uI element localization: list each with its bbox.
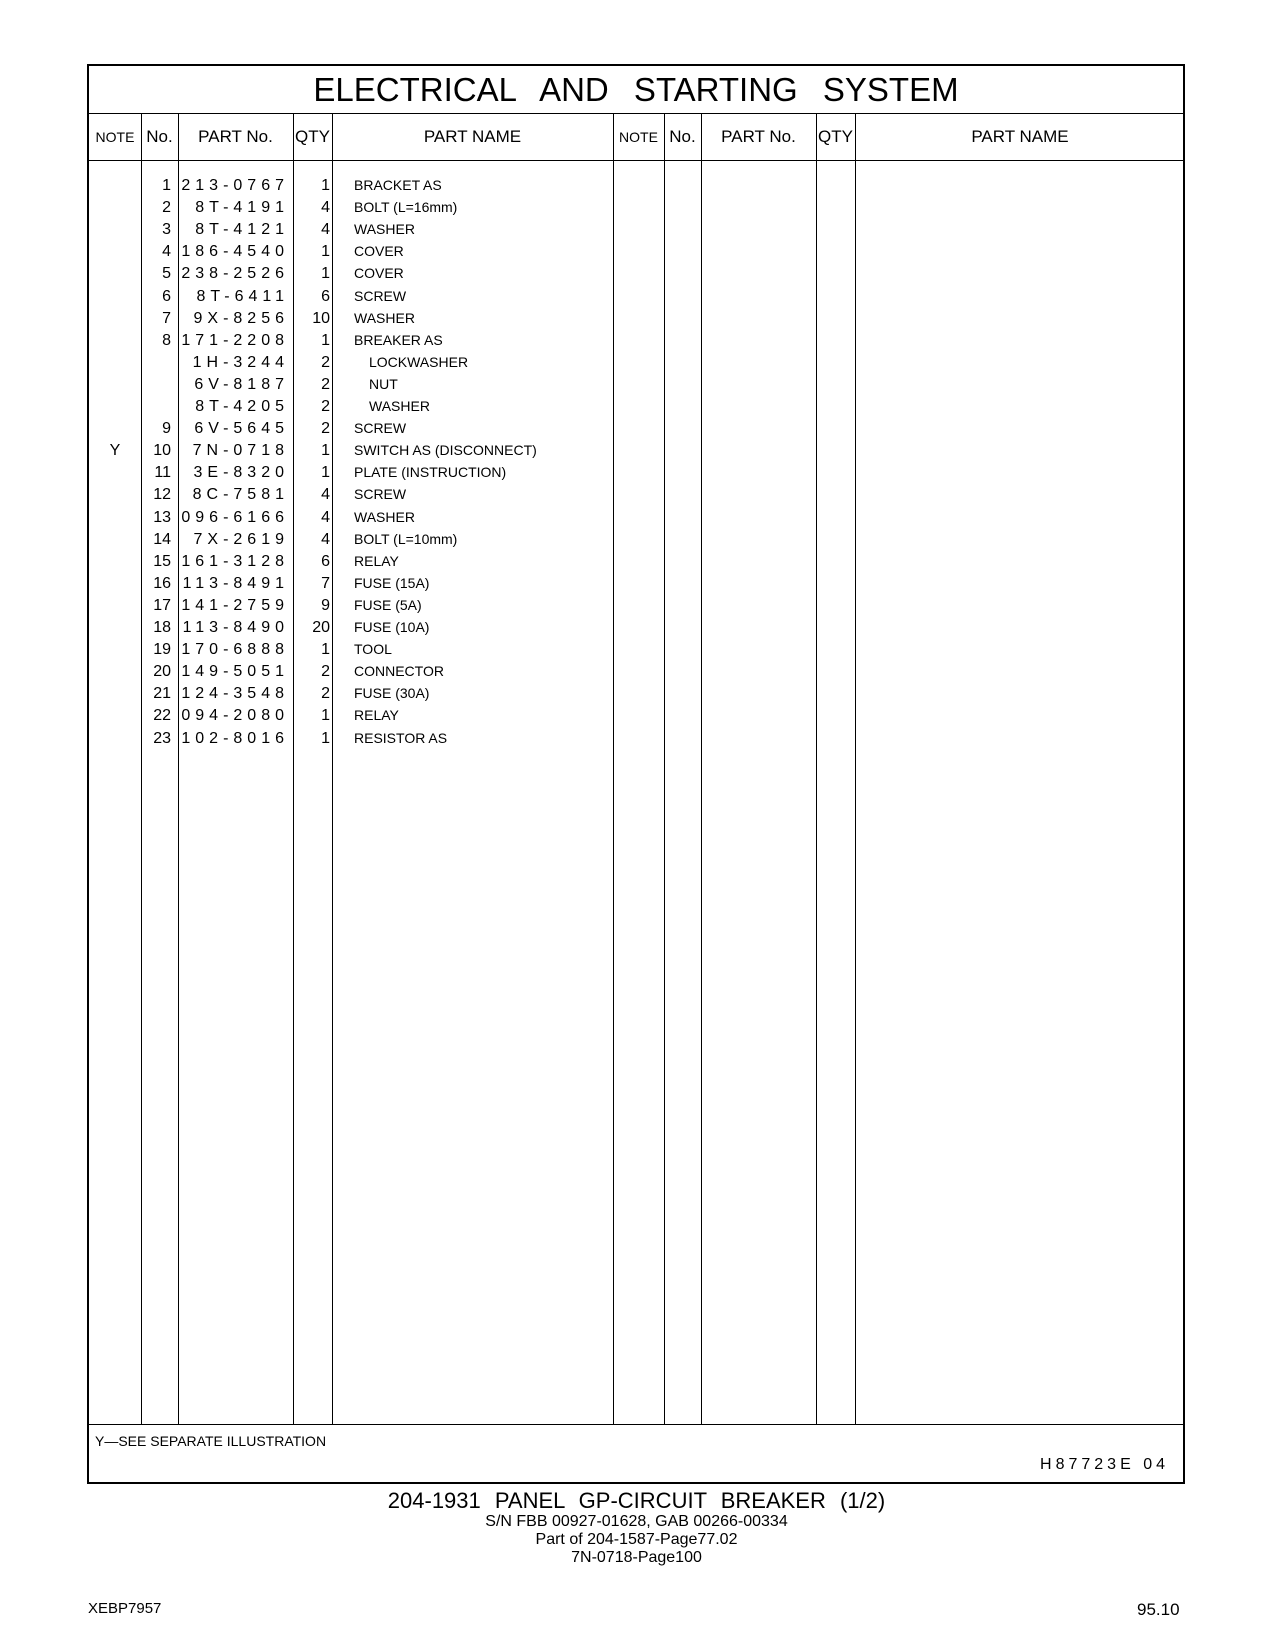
table-row [89, 374, 1183, 397]
document-id: XEBP7957 [88, 1600, 162, 1617]
row-item-number: 19 [153, 641, 171, 659]
row-part-number: 170-6888 [181, 641, 289, 659]
page-caption [0, 1489, 1273, 1567]
table-row [89, 241, 1183, 264]
row-quantity: 4 [321, 221, 330, 239]
row-part-number: 7X-2619 [193, 530, 289, 548]
row-quantity: 10 [312, 309, 330, 327]
row-note: Y [109, 442, 121, 460]
row-part-number: 8C-7581 [192, 486, 289, 504]
row-item-number: 12 [153, 486, 171, 504]
row-quantity: 6 [321, 552, 330, 570]
row-part-name: SCREW [354, 486, 407, 503]
row-part-name: CONNECTOR [354, 663, 444, 680]
row-item-number: 13 [153, 508, 171, 526]
table-row [89, 330, 1183, 353]
header-part-name-left: PART NAME [423, 127, 522, 146]
row-quantity: 2 [321, 420, 330, 438]
row-part-number: 8T-6411 [196, 287, 289, 305]
table-row [89, 617, 1183, 640]
row-part-number: 186-4540 [181, 243, 289, 261]
row-part-name: RESISTOR AS [354, 729, 448, 746]
column-header-row [89, 114, 1183, 161]
header-no-right: No. [669, 127, 696, 146]
row-part-number: 161-3128 [181, 552, 289, 570]
row-item-number: 20 [153, 663, 171, 681]
row-part-number: 9X-8256 [193, 309, 289, 327]
row-part-name: FUSE (15A) [354, 574, 430, 591]
row-part-number: 6V-8187 [194, 375, 289, 393]
row-part-name: BOLT (L=10mm) [354, 530, 458, 547]
row-quantity: 1 [321, 265, 330, 283]
row-part-name: FUSE (10A) [354, 619, 430, 635]
row-part-name: WASHER [354, 221, 415, 238]
table-row [89, 683, 1183, 706]
row-part-number: 102-8016 [181, 729, 289, 747]
row-part-name: TOOL [354, 641, 392, 658]
footnote: Y—SEE SEPARATE ILLUSTRATION [95, 1433, 327, 1449]
row-quantity: 1 [321, 331, 330, 349]
table-row [89, 551, 1183, 574]
row-part-number: 6V-5645 [194, 420, 289, 438]
row-quantity: 2 [321, 398, 330, 415]
row-quantity: 1 [321, 243, 330, 261]
row-item-number: 23 [153, 729, 171, 747]
table-row [89, 484, 1183, 507]
drawing-code: H87723E 04 [1040, 1456, 1169, 1473]
table-row [89, 418, 1183, 441]
row-quantity: 4 [321, 199, 330, 217]
row-item-number: 18 [153, 619, 171, 636]
row-item-number: 16 [153, 574, 171, 592]
table-row [89, 352, 1183, 375]
table-row [89, 219, 1183, 242]
header-no-left: No. [146, 127, 173, 146]
caption-serial: S/N FBB 00927-01628, GAB 00266-00334 [485, 1513, 788, 1530]
table-row [89, 308, 1183, 331]
row-item-number: 4 [162, 243, 171, 261]
row-part-number: 8T-4191 [195, 199, 289, 217]
parts-list-sheet [87, 64, 1185, 1484]
row-quantity: 2 [321, 353, 330, 371]
header-part-no-left: PART No. [198, 127, 273, 146]
table-row [89, 396, 1183, 419]
table-bottom-rule [89, 1424, 1183, 1425]
table-row [89, 197, 1183, 220]
row-part-number: 141-2759 [181, 596, 289, 614]
row-item-number: 6 [162, 287, 171, 305]
table-row [89, 573, 1183, 596]
table-row [89, 440, 1183, 463]
row-part-number: 1H-3244 [192, 353, 289, 371]
row-quantity: 4 [321, 530, 330, 548]
row-quantity: 2 [321, 375, 330, 393]
row-part-name: WASHER [354, 309, 415, 326]
row-item-number: 7 [162, 309, 171, 327]
row-part-number: 3E-8320 [193, 464, 289, 482]
row-quantity: 2 [321, 685, 330, 703]
header-note-right: NOTE [619, 129, 658, 145]
table-row [89, 263, 1183, 286]
row-quantity: 6 [321, 287, 330, 305]
row-part-number: 096-6166 [181, 508, 289, 526]
row-part-name: RELAY [354, 707, 399, 724]
row-item-number: 9 [162, 420, 171, 438]
row-part-number: 238-2526 [181, 265, 289, 283]
table-row [89, 507, 1183, 530]
row-part-number: 149-5051 [181, 663, 289, 681]
row-quantity: 1 [321, 641, 330, 659]
row-item-number: 11 [154, 464, 171, 482]
row-item-number: 1 [162, 177, 171, 194]
row-quantity: 1 [321, 177, 330, 194]
row-part-number: 124-3548 [181, 685, 289, 703]
table-row [89, 639, 1183, 662]
row-part-name: FUSE (5A) [354, 596, 422, 613]
table-row [89, 661, 1183, 684]
row-quantity: 1 [321, 707, 330, 725]
table-row [89, 175, 1183, 198]
row-quantity: 1 [321, 464, 330, 482]
table-row [89, 462, 1183, 485]
row-part-name: LOCKWASHER [369, 353, 469, 370]
row-part-name: PLATE (INSTRUCTION) [354, 464, 507, 481]
table-row [89, 529, 1183, 552]
header-part-name-right: PART NAME [971, 127, 1069, 146]
row-part-number: 171-2208 [181, 331, 289, 349]
row-part-name: FUSE (30A) [354, 685, 430, 702]
row-item-number: 21 [153, 685, 171, 703]
row-quantity: 1 [321, 729, 330, 747]
header-qty-left: QTY [295, 127, 330, 146]
row-part-name: SCREW [354, 287, 407, 304]
row-quantity: 20 [312, 619, 330, 636]
row-item-number: 3 [162, 221, 171, 239]
row-part-number: 7N-0718 [192, 442, 289, 460]
row-item-number: 2 [162, 199, 171, 217]
row-part-name: SWITCH AS (DISCONNECT) [354, 442, 537, 459]
row-quantity: 2 [321, 663, 330, 681]
row-quantity: 7 [321, 574, 330, 592]
row-quantity: 4 [321, 508, 330, 526]
row-item-number: 10 [153, 442, 171, 460]
section-title: ELECTRICAL AND STARTING SYSTEM [89, 66, 1183, 114]
row-part-name: SCREW [354, 420, 407, 437]
row-part-name: BRACKET AS [354, 177, 442, 193]
row-part-number: 113-8490 [182, 619, 289, 636]
row-item-number: 14 [153, 530, 171, 548]
row-part-number: 094-2080 [181, 707, 289, 725]
header-note-left: NOTE [95, 129, 135, 145]
document-date: 95.10 [1137, 1600, 1180, 1619]
caption-title: 204-1931 PANEL GP-CIRCUIT BREAKER (1/2) [387, 1488, 886, 1513]
row-part-number: 8T-4121 [195, 221, 289, 239]
row-part-name: COVER [354, 265, 404, 282]
header-qty-right: QTY [818, 127, 853, 146]
row-part-name: WASHER [354, 508, 415, 525]
table-row [89, 595, 1183, 618]
row-quantity: 9 [321, 596, 330, 614]
row-part-name: BOLT (L=16mm) [354, 199, 458, 216]
row-part-name: COVER [354, 243, 404, 260]
row-item-number: 17 [153, 596, 171, 614]
table-row [89, 705, 1183, 728]
row-quantity: 1 [321, 442, 330, 460]
row-part-number: 213-0767 [181, 177, 289, 194]
table-row [89, 728, 1183, 751]
row-part-name: WASHER [369, 398, 430, 414]
row-part-name: BREAKER AS [354, 331, 443, 348]
row-item-number: 22 [153, 707, 171, 725]
row-quantity: 4 [321, 486, 330, 504]
row-item-number: 5 [162, 265, 171, 283]
table-row [89, 286, 1183, 309]
row-part-name: RELAY [354, 552, 399, 569]
row-part-number: 8T-4205 [195, 398, 289, 415]
row-item-number: 15 [153, 552, 171, 570]
row-part-number: 113-8491 [182, 574, 289, 592]
row-part-name: NUT [369, 375, 398, 392]
caption-reference: 7N-0718-Page100 [571, 1549, 702, 1566]
caption-part-of: Part of 204-1587-Page77.02 [535, 1531, 738, 1548]
row-item-number: 8 [162, 331, 171, 349]
header-part-no-right: PART No. [721, 127, 796, 146]
